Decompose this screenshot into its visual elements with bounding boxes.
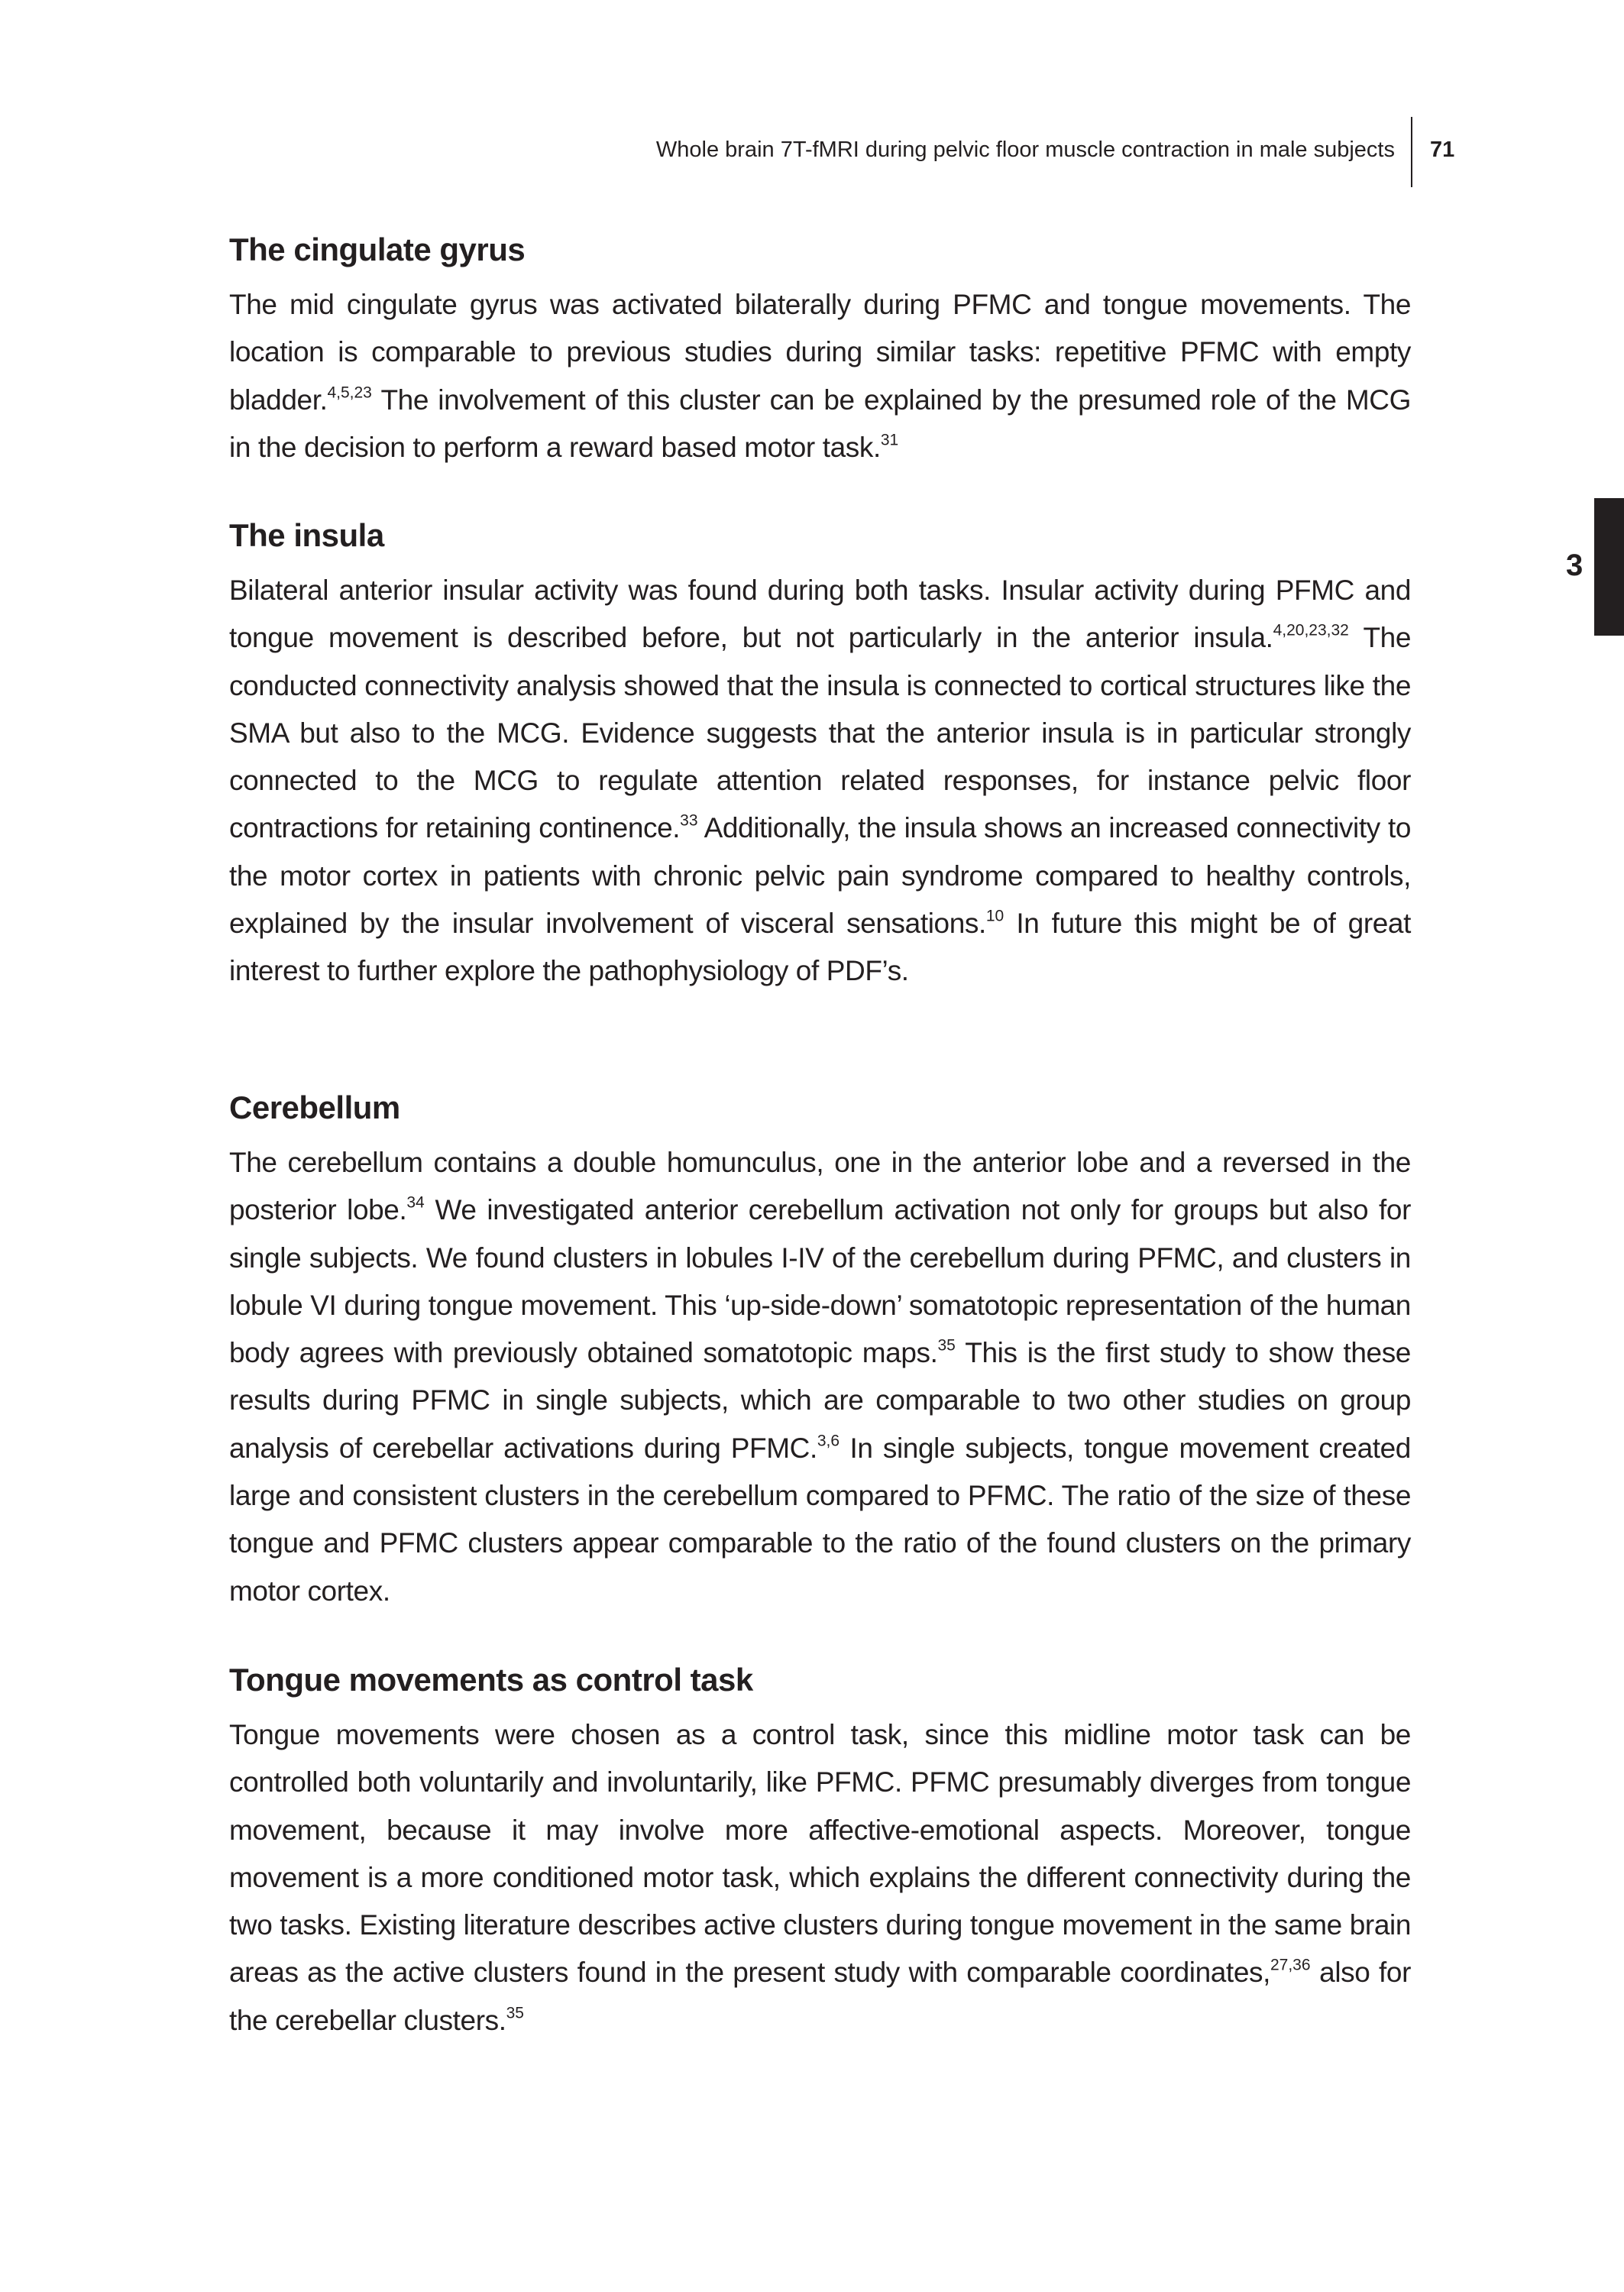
- section-cingulate-gyrus: [229, 226, 1411, 471]
- citation-superscript: 33: [680, 811, 698, 830]
- paragraph-text: The conducted connectivity analysis showed that the insula is connected to cortical structures like the SMA but also to the MCG. Evidence suggests that the anterior insula is in particular strongly connected to the MCG to regulate attention related responses, for instance pelvic floor contractions for retaining continence.: [229, 622, 1411, 844]
- chapter-tab-marker: [1594, 498, 1624, 636]
- citation-superscript: 10: [985, 907, 1004, 925]
- section-heading: The cingulate gyrus: [229, 231, 526, 267]
- citation-superscript: 4,20,23,32: [1273, 621, 1349, 639]
- section-cerebellum: [229, 1084, 1411, 1615]
- citation-superscript: 34: [406, 1193, 425, 1212]
- paragraph-text: also for the cerebellar clusters.: [229, 1957, 1412, 2036]
- body-paragraph: [229, 567, 1411, 995]
- paragraph-text: In single subjects, tongue movement created large and consistent clusters in the cerebellum compared to PFMC. The ratio of the size of these tongue and PFMC clusters appear comparable to the ratio of the found clusters on the primary motor cortex.: [229, 1432, 1411, 1607]
- paragraph-text: The mid cingulate gyrus was activated bilaterally during PFMC and tongue movements. The location is comparable to previous studies during similar tasks: repetitive PFMC with empty bladder.: [229, 289, 1411, 416]
- section-insula: [229, 512, 1411, 995]
- citation-superscript: 3,6: [817, 1432, 840, 1450]
- paragraph-text: Tongue movements were chosen as a control task, since this midline motor task can be controlled both voluntarily and involuntarily, like PFMC. PFMC presumably diverges from tongue movement, because it may involve more affective-emotional aspects. Moreover, tongue movement is a more conditioned motor task, which explains the different connectivity during the two tasks. Existing literature describes active clusters during tongue movement in the same brain areas as the active clusters found in the present study with comparable coordinates,: [229, 1719, 1411, 1989]
- chapter-number: 3: [1566, 549, 1584, 582]
- citation-superscript: 27,36: [1270, 1956, 1311, 1974]
- citation-superscript: 31: [880, 431, 899, 449]
- section-heading: Cerebellum: [229, 1089, 400, 1125]
- section-heading: The insula: [229, 517, 384, 553]
- paragraph-text: The cerebellum contains a double homunculus, one in the anterior lobe and a reversed in the posterior lobe.: [229, 1147, 1411, 1226]
- paragraph-text: This is the first study to show these results during PFMC in single subjects, which are comparable to two other studies on group analysis of cerebellar activations during PFMC.: [229, 1337, 1411, 1464]
- section-tongue-movements: [229, 1656, 1411, 2044]
- body-paragraph: [229, 1711, 1411, 2044]
- header-divider: [1411, 117, 1412, 187]
- body-paragraph: [229, 281, 1411, 471]
- page-number: 71: [1430, 138, 1455, 162]
- citation-superscript: 4,5,23: [327, 383, 372, 401]
- paragraph-text: In future this might be of great interest to further explore the pathophysiology of PDF’s.: [229, 908, 1411, 987]
- body-paragraph: [229, 1139, 1411, 1615]
- paragraph-text: We investigated anterior cerebellum activation not only for groups but also for single subjects. We found clusters in lobules I-IV of the cerebellum during PFMC, and clusters in lobule VI during tongue movement. This ‘up-side-down’ somatotopic representation of the human body agrees with previously obtained somatotopic maps.: [229, 1194, 1411, 1369]
- citation-superscript: 35: [937, 1336, 956, 1355]
- paragraph-text: The involvement of this cluster can be explained by the presumed role of the MCG in the decision to perform a reward based motor task.: [229, 384, 1411, 463]
- citation-superscript: 35: [506, 2004, 524, 2022]
- section-heading: Tongue movements as control task: [229, 1662, 753, 1698]
- running-title: Whole brain 7T-fMRI during pelvic floor muscle contraction in male subjects: [655, 138, 1395, 162]
- paragraph-text: Bilateral anterior insular activity was found during both tasks. Insular activity during PFMC and tongue movement is described before, but not particularly in the anterior insula.: [229, 575, 1411, 654]
- paragraph-text: Additionally, the insula shows an increased connectivity to the motor cortex in patients with chronic pelvic pain syndrome compared to healthy controls, explained by the insular involvement of visceral sensations.: [229, 812, 1411, 940]
